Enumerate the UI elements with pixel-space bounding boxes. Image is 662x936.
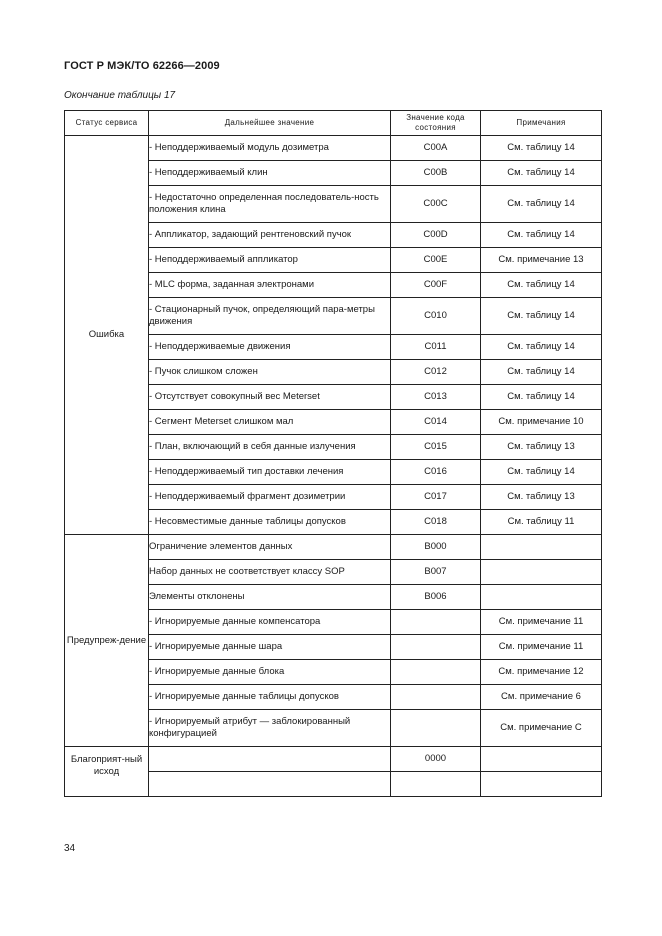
code-cell: C00E: [391, 248, 481, 273]
column-header-notes: Примечания: [481, 111, 602, 136]
note-cell: [481, 747, 602, 772]
code-cell: C011: [391, 335, 481, 360]
meaning-cell: - MLC форма, заданная электронами: [149, 273, 391, 298]
column-header-status: Статус сервиса: [65, 111, 149, 136]
status-cell: Благоприят-ный исход: [65, 747, 149, 797]
meaning-cell: [149, 747, 391, 772]
note-cell: См. таблицу 14: [481, 460, 602, 485]
code-cell: C015: [391, 435, 481, 460]
note-cell: См. примечание С: [481, 710, 602, 747]
meaning-cell: Ограничение элементов данных: [149, 535, 391, 560]
note-cell: См. таблицу 14: [481, 385, 602, 410]
meaning-cell: - Неподдерживаемый аппликатор: [149, 248, 391, 273]
meaning-cell: - Несовместимые данные таблицы допусков: [149, 510, 391, 535]
table-header-row: [65, 111, 602, 136]
code-cell: C017: [391, 485, 481, 510]
status-cell: Предупреж-дение: [65, 535, 149, 747]
note-cell: См. таблицу 13: [481, 435, 602, 460]
code-cell: [391, 772, 481, 797]
code-cell: C010: [391, 298, 481, 335]
note-cell: См. примечание 11: [481, 635, 602, 660]
note-cell: См. примечание 13: [481, 248, 602, 273]
note-cell: [481, 772, 602, 797]
note-cell: См. примечание 12: [481, 660, 602, 685]
code-cell: [391, 610, 481, 635]
code-cell: C014: [391, 410, 481, 435]
note-cell: См. примечание 10: [481, 410, 602, 435]
meaning-cell: - Неподдерживаемый тип доставки лечения: [149, 460, 391, 485]
note-cell: См. таблицу 11: [481, 510, 602, 535]
code-cell: C016: [391, 460, 481, 485]
note-cell: См. таблицу 14: [481, 360, 602, 385]
code-cell: 0000: [391, 747, 481, 772]
note-cell: См. таблицу 14: [481, 161, 602, 186]
status-cell: Ошибка: [65, 136, 149, 535]
meaning-cell: - Пучок слишком сложен: [149, 360, 391, 385]
code-cell: B000: [391, 535, 481, 560]
meaning-cell: - Недостаточно определенная последователь-ность положения клина: [149, 186, 391, 223]
code-cell: C00F: [391, 273, 481, 298]
meaning-cell: - Неподдерживаемый модуль дозиметра: [149, 136, 391, 161]
meaning-cell: - План, включающий в себя данные излучения: [149, 435, 391, 460]
note-cell: См. таблицу 14: [481, 186, 602, 223]
code-cell: [391, 685, 481, 710]
code-cell: C00B: [391, 161, 481, 186]
note-cell: См. таблицу 13: [481, 485, 602, 510]
meaning-cell: - Отсутствует совокупный вес Meterset: [149, 385, 391, 410]
table-caption: Окончание таблицы 17: [64, 90, 176, 101]
meaning-cell: - Неподдерживаемый клин: [149, 161, 391, 186]
meaning-cell: - Игнорируемые данные шара: [149, 635, 391, 660]
meaning-cell: - Игнорируемый атрибут — заблокированный конфигурацией: [149, 710, 391, 747]
code-cell: C018: [391, 510, 481, 535]
column-header-meaning: Дальнейшее значение: [149, 111, 391, 136]
meaning-cell: [149, 772, 391, 797]
code-cell: [391, 710, 481, 747]
note-cell: [481, 585, 602, 610]
status-table: [64, 110, 602, 797]
note-cell: См. примечание 11: [481, 610, 602, 635]
table-body: [65, 136, 602, 797]
code-cell: B006: [391, 585, 481, 610]
column-header-code: Значение кода состояния: [391, 111, 481, 136]
code-cell: C00A: [391, 136, 481, 161]
code-cell: C00C: [391, 186, 481, 223]
meaning-cell: - Аппликатор, задающий рентгеновский пучок: [149, 223, 391, 248]
code-cell: C013: [391, 385, 481, 410]
table-row: [65, 747, 602, 772]
meaning-cell: - Игнорируемые данные таблицы допусков: [149, 685, 391, 710]
note-cell: См. таблицу 14: [481, 136, 602, 161]
code-cell: C00D: [391, 223, 481, 248]
note-cell: См. примечание 6: [481, 685, 602, 710]
note-cell: См. таблицу 14: [481, 223, 602, 248]
meaning-cell: - Неподдерживаемый фрагмент дозиметрии: [149, 485, 391, 510]
meaning-cell: - Стационарный пучок, определяющий пара-метры движения: [149, 298, 391, 335]
meaning-cell: Набор данных не соответствует классу SOP: [149, 560, 391, 585]
meaning-cell: - Неподдерживаемые движения: [149, 335, 391, 360]
document-header: ГОСТ Р МЭК/ТО 62266—2009: [64, 60, 220, 72]
note-cell: См. таблицу 14: [481, 273, 602, 298]
code-cell: B007: [391, 560, 481, 585]
meaning-cell: - Игнорируемые данные блока: [149, 660, 391, 685]
code-cell: [391, 635, 481, 660]
table-row: [65, 535, 602, 560]
code-cell: C012: [391, 360, 481, 385]
meaning-cell: - Сегмент Meterset слишком мал: [149, 410, 391, 435]
table-row: [65, 136, 602, 161]
code-cell: [391, 660, 481, 685]
note-cell: [481, 535, 602, 560]
meaning-cell: - Игнорируемые данные компенсатора: [149, 610, 391, 635]
note-cell: [481, 560, 602, 585]
meaning-cell: Элементы отклонены: [149, 585, 391, 610]
note-cell: См. таблицу 14: [481, 298, 602, 335]
note-cell: См. таблицу 14: [481, 335, 602, 360]
page-number: 34: [64, 843, 76, 854]
